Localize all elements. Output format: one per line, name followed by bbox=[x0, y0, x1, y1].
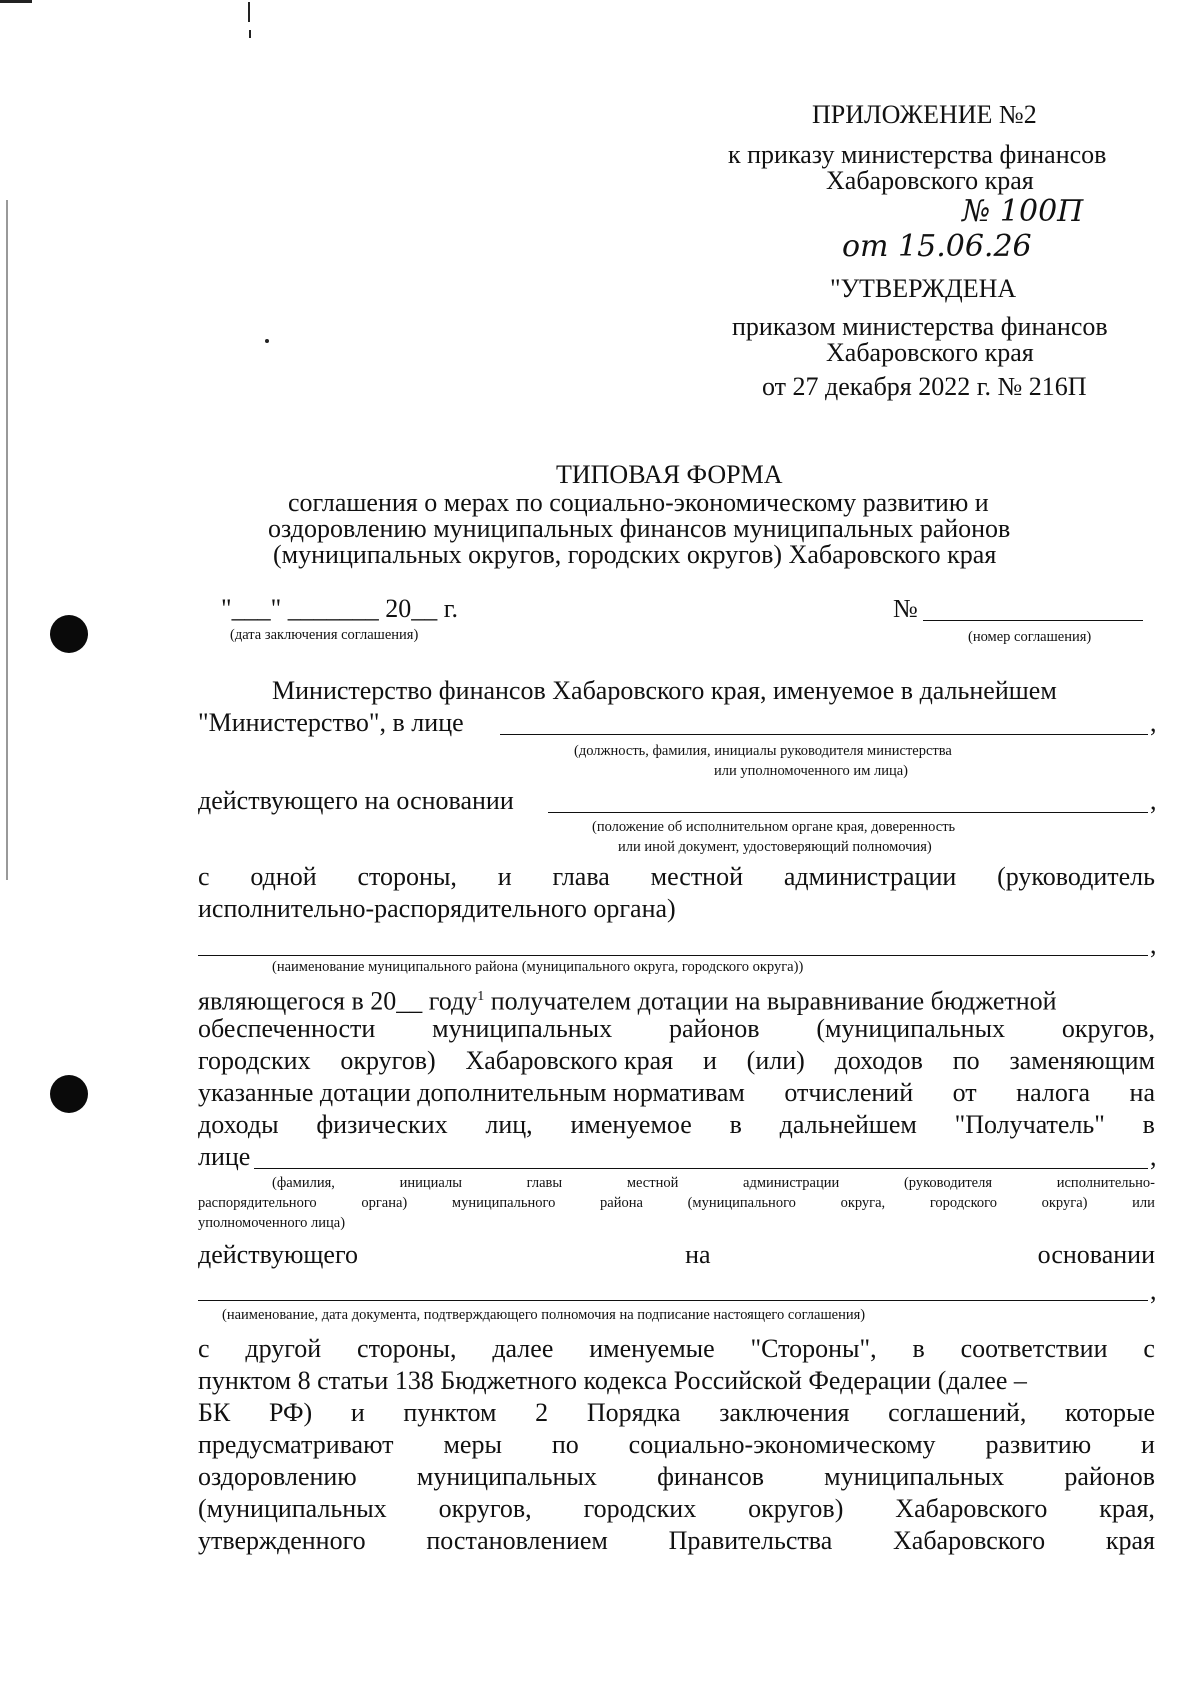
handwritten-date: от 15.06.26 bbox=[842, 229, 1032, 264]
parties-line7: утвержденного постановлением Правительства Хабаровского края bbox=[198, 1526, 1155, 1555]
parties-line2: пунктом 8 статьи 138 Бюджетного кодекса Российской Федерации (далее – bbox=[198, 1366, 1027, 1395]
punch-hole-bottom bbox=[50, 1075, 88, 1113]
recipient-basis-label: действующего на основании bbox=[198, 1240, 1155, 1269]
party2-intro-line1: с одной стороны, и глава местной администрации (руководитель bbox=[198, 862, 1155, 891]
parties-line3: БК РФ) и пунктом 2 Порядка заключения соглашений, которые bbox=[198, 1398, 1155, 1427]
punch-hole-top bbox=[50, 615, 88, 653]
party2-intro-line2: исполнительно-распорядительного органа) bbox=[198, 894, 676, 923]
agreement-date-caption: (дата заключения соглашения) bbox=[230, 627, 419, 643]
document-subtitle-line1: соглашения о мерах по социально-экономическому развитию и bbox=[288, 488, 989, 517]
party1-basis-caption-2: или иной документ, удостоверяющий полномочия) bbox=[618, 839, 932, 855]
appendix-label: ПРИЛОЖЕНИЕ №2 bbox=[812, 100, 1037, 129]
agreement-number-label: № bbox=[893, 594, 918, 623]
party1-basis-caption-1: (положение об исполнительном органе края, доверенность bbox=[592, 819, 956, 835]
handwritten-number: № 100П bbox=[962, 194, 1084, 229]
recipient-caption-line1: (фамилия, инициалы главы местной администрации (руководителя исполнительно- bbox=[272, 1175, 1155, 1191]
parties-line5: оздоровлению муниципальных финансов муниципальных районов bbox=[198, 1462, 1155, 1491]
scan-tick-mark bbox=[248, 2, 250, 22]
party1-basis-line bbox=[548, 812, 1148, 813]
recipient-caption-line3: уполномоченного лица) bbox=[198, 1215, 346, 1231]
party1-representative-caption-1: (должность, фамилия, инициалы руководителя министерства bbox=[574, 743, 952, 759]
party1-basis-label: действующего на основании bbox=[198, 786, 514, 815]
agreement-number-line bbox=[923, 620, 1143, 621]
comma: , bbox=[1150, 930, 1157, 959]
municipality-name-caption: (наименование муниципального района (муниципального округа, городского округа)) bbox=[272, 959, 804, 975]
comma: , bbox=[1150, 786, 1157, 815]
municipality-name-line bbox=[198, 955, 1148, 956]
recipient-representative-line bbox=[254, 1168, 1148, 1169]
scan-dot bbox=[265, 339, 269, 343]
agreement-date-field: "___" _______ 20__ г. bbox=[221, 594, 458, 623]
parties-line6: (муниципальных округов, городских округов) Хабаровского края, bbox=[198, 1494, 1155, 1523]
parties-line1: с другой стороны, далее именуемые "Стороны", в соответствии с bbox=[198, 1334, 1155, 1363]
comma: , bbox=[1150, 1276, 1157, 1305]
recipient-caption-line2: распорядительного органа) муниципального района (муниципального округа, городского округа) или bbox=[198, 1195, 1155, 1211]
scan-edge-mark bbox=[0, 0, 32, 3]
recipient-line6: лице bbox=[198, 1142, 251, 1171]
party1-line2: "Министерство", в лице bbox=[198, 708, 464, 737]
approved-by-line2: Хабаровского края bbox=[826, 338, 1034, 367]
order-reference-line2: Хабаровского края bbox=[826, 166, 1034, 195]
agreement-number-caption: (номер соглашения) bbox=[968, 629, 1092, 645]
document-subtitle-line3: (муниципальных округов, городских округов) Хабаровского края bbox=[273, 540, 997, 569]
scan-margin-line bbox=[6, 200, 8, 880]
recipient-line3: городских округов) Хабаровского края и (или) доходов по заменяющим bbox=[198, 1046, 1155, 1075]
recipient-basis-line bbox=[198, 1300, 1148, 1301]
recipient-line5: доходы физических лиц, именуемое в дальнейшем "Получатель" в bbox=[198, 1110, 1155, 1139]
scan-tick-mark bbox=[249, 30, 251, 38]
recipient-line2: обеспеченности муниципальных районов (муниципальных округов, bbox=[198, 1014, 1155, 1043]
party1-line1: Министерство финансов Хабаровского края, именуемое в дальнейшем bbox=[272, 676, 1057, 705]
recipient-basis-caption: (наименование, дата документа, подтверждающего полномочия на подписание настоящего соглашения) bbox=[222, 1307, 866, 1323]
recipient-line4: указанные дотации дополнительным нормативам отчислений от налога на bbox=[198, 1078, 1155, 1107]
document-title: ТИПОВАЯ ФОРМА bbox=[556, 460, 783, 489]
party1-representative-line bbox=[500, 734, 1148, 735]
comma: , bbox=[1150, 708, 1157, 737]
parties-line4: предусматривают меры по социально-экономическому развитию и bbox=[198, 1430, 1155, 1459]
approved-label: "УТВЕРЖДЕНА bbox=[830, 274, 1017, 303]
document-subtitle-line2: оздоровлению муниципальных финансов муниципальных районов bbox=[268, 514, 1011, 543]
recipient-line1: являющегося в 20__ году$^1$ получателем дотации на выравнивание бюджетной bbox=[198, 986, 1057, 1016]
approved-date: от 27 декабря 2022 г. № 216П bbox=[762, 372, 1087, 401]
comma: , bbox=[1150, 1142, 1157, 1171]
approved-by-line1: приказом министерства финансов bbox=[732, 312, 1108, 341]
order-reference-line1: к приказу министерства финансов bbox=[728, 140, 1107, 169]
party1-representative-caption-2: или уполномоченного им лица) bbox=[714, 763, 909, 779]
